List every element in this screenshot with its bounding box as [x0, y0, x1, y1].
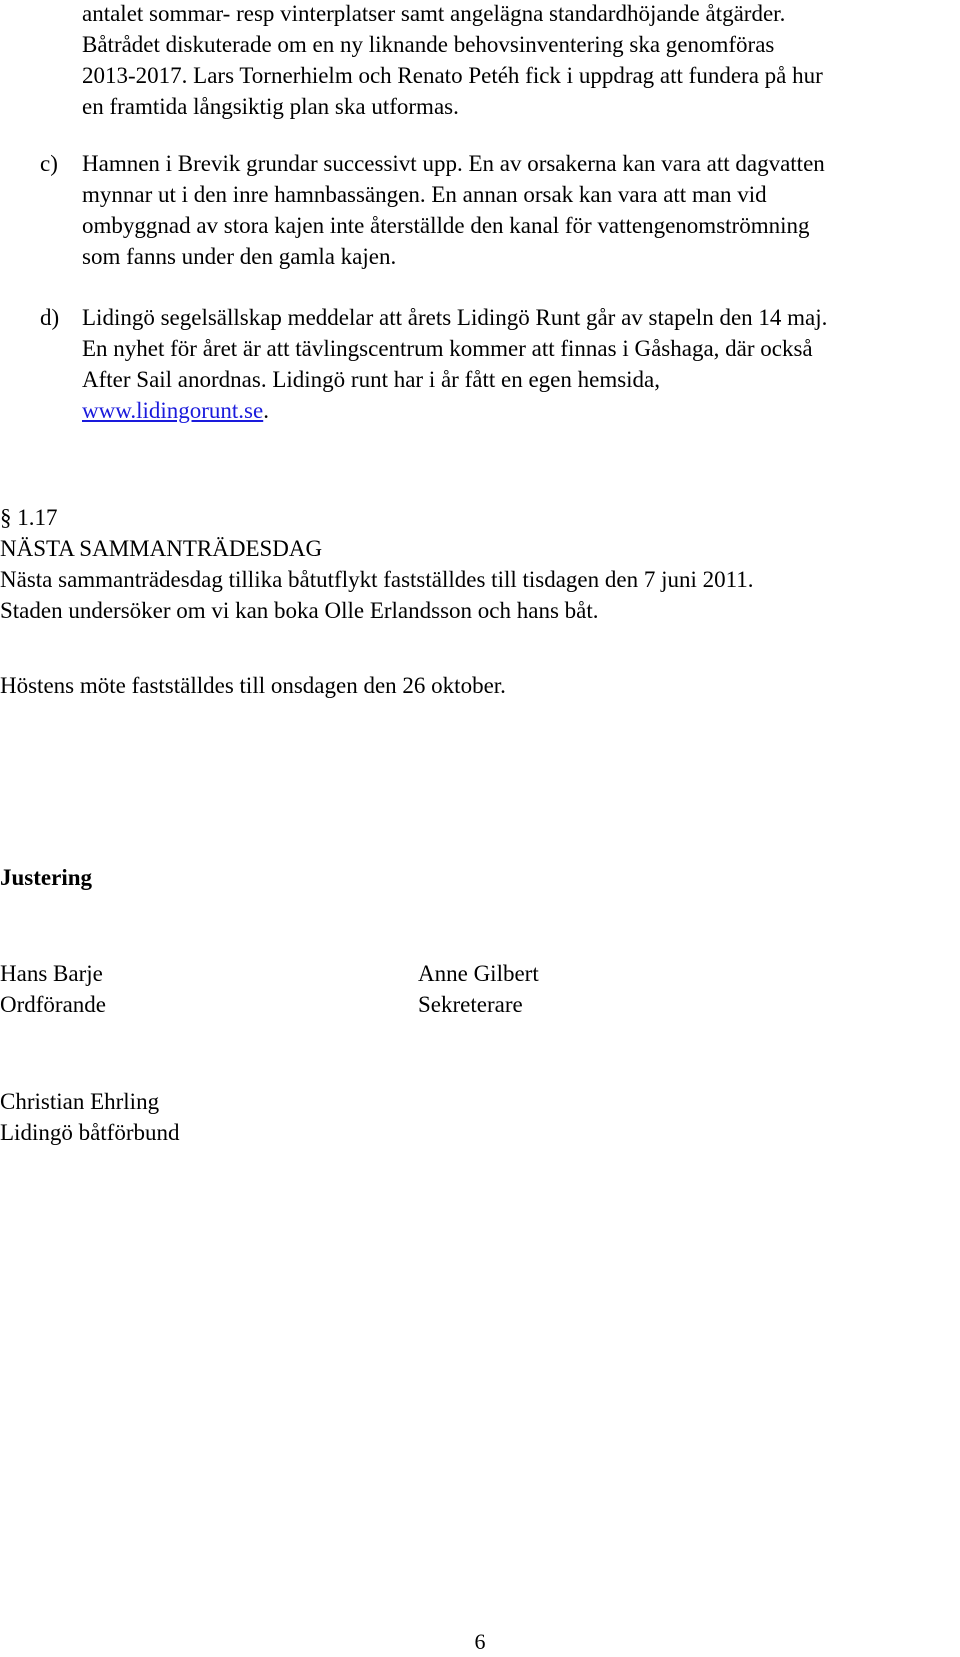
text-line: Nästa sammanträdesdag tillika båtutflykt fastställdes till tisdagen den 7 juni 2011. — [0, 567, 754, 592]
text-line: Lidingö segelsällskap meddelar att årets Lidingö Runt går av stapeln den 14 maj. — [82, 305, 828, 330]
text-line: ombyggnad av stora kajen inte återställde den kanal för vattengenomströmning — [82, 213, 810, 238]
section-1-17 — [0, 502, 960, 626]
website-link[interactable]: www.lidingorunt.se — [82, 398, 264, 423]
signer-role: Ordförande — [0, 992, 107, 1017]
list-item-text — [82, 148, 960, 272]
adjustment-title: Justering — [0, 865, 92, 890]
list-item-letter: c) — [40, 151, 58, 176]
text-line: Hamnen i Brevik grundar successivt upp. En av orsakerna kan vara att dagvatten — [82, 151, 825, 176]
list-item-letter: d) — [40, 305, 60, 330]
signer-role: Lidingö båtförbund — [0, 1120, 180, 1145]
signer-name: Anne Gilbert — [418, 961, 539, 986]
link-suffix: . — [263, 398, 269, 423]
signer-role: Sekreterare — [418, 992, 523, 1017]
text-line: mynnar ut i den inre hamnbassängen. En annan orsak kan vara att man vid — [82, 182, 767, 207]
list-item-c — [40, 148, 960, 272]
list-item-text — [82, 302, 960, 426]
signer-federation — [0, 1086, 400, 1148]
text-line: After Sail anordnas. Lidingö runt har i år fått en egen hemsida, — [82, 367, 661, 392]
text-line: en framtida långsiktig plan ska utformas. — [82, 94, 459, 119]
text-line: Staden undersöker om vi kan boka Olle Erlandsson och hans båt. — [0, 598, 599, 623]
text-line: 2013-2017. Lars Tornerhielm och Renato Petéh fick i uppdrag att fundera på hur — [82, 63, 823, 88]
text-line: Båtrådet diskuterade om en ny liknande behovsinventering ska genomföras — [82, 32, 775, 57]
continuation-paragraph — [82, 0, 960, 122]
autumn-meeting-paragraph — [0, 670, 960, 701]
signer-name: Christian Ehrling — [0, 1089, 160, 1114]
section-number: § 1.17 — [0, 505, 58, 530]
page-number: 6 — [474, 1629, 486, 1654]
text-line — [82, 395, 960, 426]
text-line: Höstens möte fastställdes till onsdagen den 26 oktober. — [0, 673, 506, 698]
signer-secretary — [418, 958, 818, 1020]
text-line: En nyhet för året är att tävlingscentrum kommer att finnas i Gåshaga, där också — [82, 336, 813, 361]
signer-chairman — [0, 958, 400, 1020]
text-line: antalet sommar- resp vinterplatser samt angelägna standardhöjande åtgärder. — [82, 1, 786, 26]
text-line: som fanns under den gamla kajen. — [82, 244, 397, 269]
signer-name: Hans Barje — [0, 961, 103, 986]
list-item-d — [40, 302, 960, 426]
section-heading: NÄSTA SAMMANTRÄDESDAG — [0, 536, 323, 561]
